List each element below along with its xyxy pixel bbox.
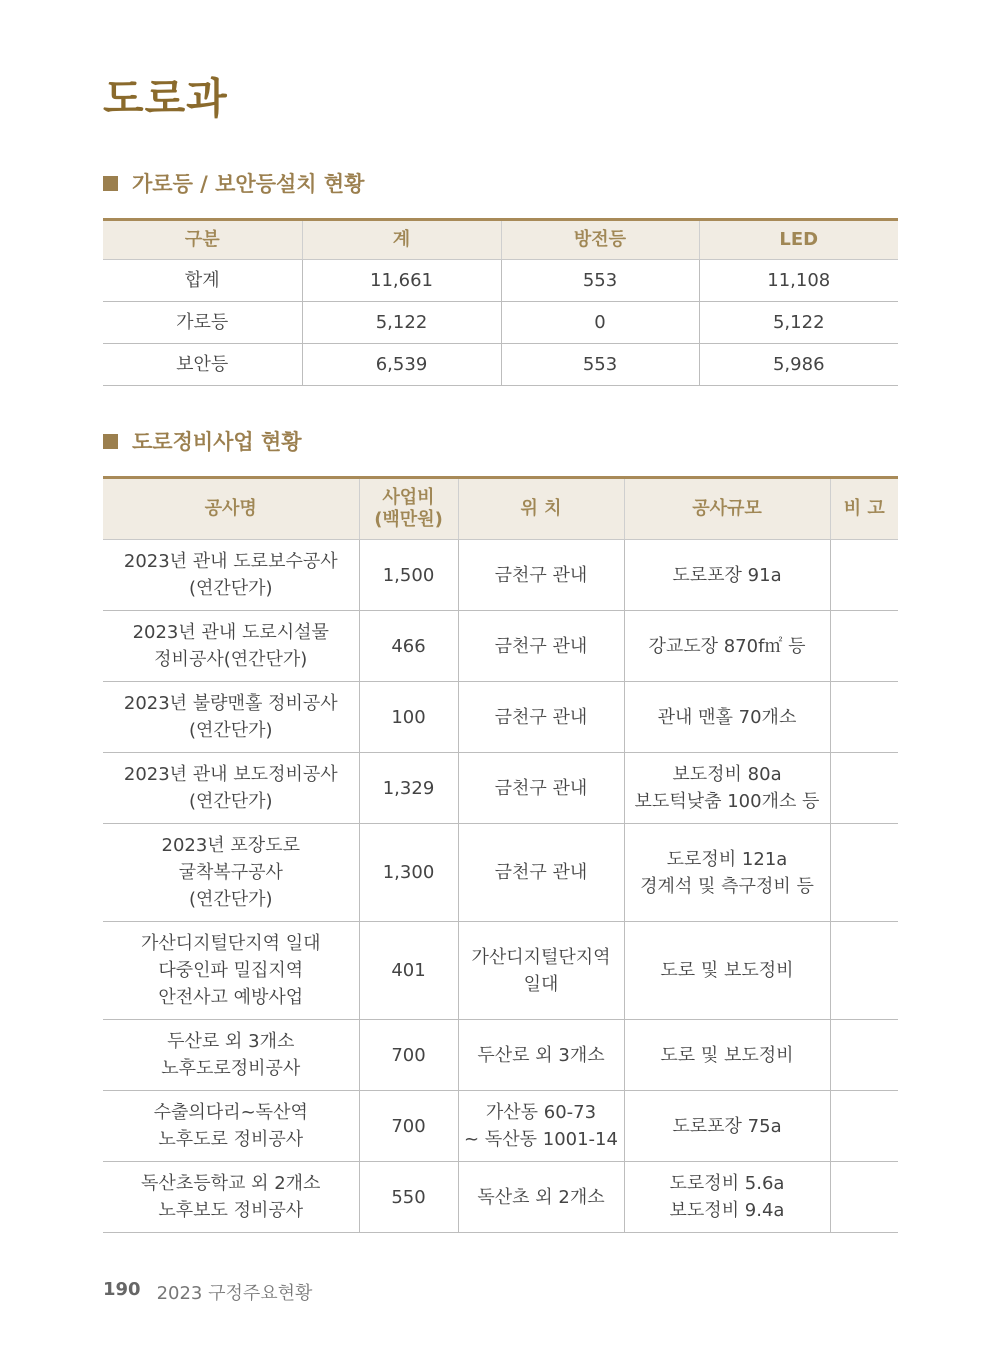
cell-total: 6,539 [302,344,501,386]
cell-total: 5,122 [302,302,501,344]
cell-scale-line: 보도정비 9.4a [669,1200,785,1221]
page-footer [103,1279,312,1305]
cell-location [458,611,624,682]
cell-location-line: 일대 [523,973,559,995]
cell-location-line: 가산동 60-73 [485,1102,597,1123]
cell-note [830,824,898,922]
cell-note [830,922,898,1020]
col-header-scale: 공사규모 [624,478,830,540]
cell-project-name-line: 노후도로 정비공사 [158,1129,304,1150]
cell-scale-line: 도로 및 보도정비 [660,960,794,981]
section-title-text: 가로등 / 보안등설치 현황 [132,172,365,196]
cell-total: 11,661 [302,260,501,302]
cell-project-name-line: 안전사고 예방사업 [158,987,304,1008]
cell-location [458,1162,624,1233]
cell-location-line: ~ 독산동 1001-14 [464,1129,618,1150]
cell-project-name-line: 다중인파 밀집지역 [158,960,304,981]
cell-location-line: 금천구 관내 [494,706,588,728]
cell-scale-line: 도로정비 5.6a [669,1173,785,1194]
cell-project-name-line: 노후보도 정비공사 [158,1200,304,1221]
cell-project-name [103,824,359,922]
cell-project-name-line: 굴착복구공사 [178,862,283,883]
cell-project-name [103,682,359,753]
table-row [103,260,898,302]
square-bullet-icon [103,176,118,191]
table-header-row [103,220,898,260]
cell-scale-line: 관내 맨홀 70개소 [657,706,797,728]
cell-project-name-line: (연간단가) [188,720,273,741]
cell-project-name-line: 2023년 관내 도로보수공사 [123,551,338,572]
cell-project-name-line: 독산초등학교 외 2개소 [141,1173,321,1194]
table-header-row [103,478,898,540]
cell-project-name-line: 2023년 포장도로 [161,835,300,856]
square-bullet-icon [103,434,118,449]
cost-header-line2: (백만원) [374,509,443,530]
publication-title: 2023 구정주요현황 [156,1283,313,1304]
cell-cost: 1,500 [359,540,458,611]
table-row [103,344,898,386]
cell-project-name [103,540,359,611]
cell-location [458,540,624,611]
cell-project-name [103,1091,359,1162]
cell-project-name [103,922,359,1020]
cell-project-name-line: (연간단가) [188,889,273,910]
cell-cost: 700 [359,1091,458,1162]
cell-led: 11,108 [699,260,898,302]
cell-led: 5,986 [699,344,898,386]
cell-cost: 550 [359,1162,458,1233]
cell-led: 5,122 [699,302,898,344]
cell-project-name-line: 두산로 외 3개소 [167,1031,295,1052]
table-row [103,611,898,682]
cell-project-name-line: 2023년 불량맨홀 정비공사 [123,693,338,714]
cell-scale-line: 경계석 및 측구정비 등 [640,875,814,897]
cell-cost: 401 [359,922,458,1020]
cell-note [830,611,898,682]
page-title: 도로과 [103,74,228,123]
cell-scale [624,540,830,611]
cell-scale-line: 보도정비 80a [672,764,782,785]
cell-location-line: 가산디지털단지역 [471,946,611,968]
cell-project-name [103,1162,359,1233]
cell-location-line: 두산로 외 3개소 [477,1044,605,1066]
cell-project-name-line: (연간단가) [188,791,273,812]
cell-scale [624,1091,830,1162]
cell-cost: 100 [359,682,458,753]
table-row [103,1162,898,1233]
cell-note [830,1162,898,1233]
cell-category: 보안등 [103,344,302,386]
cell-scale-line: 도로포장 75a [672,1115,782,1137]
table-row [103,682,898,753]
cell-scale [624,1162,830,1233]
cell-note [830,540,898,611]
page-number: 190 [103,1279,141,1300]
cell-location-line: 금천구 관내 [494,635,588,657]
section-title-streetlights [103,168,364,198]
cell-scale [624,922,830,1020]
cell-note [830,753,898,824]
col-header-discharge-lamp: 방전등 [501,220,699,260]
cell-location [458,922,624,1020]
section-title-road-maintenance [103,426,302,456]
cell-location [458,753,624,824]
cell-project-name-line: 정비공사(연간단가) [154,649,308,670]
cell-note [830,1020,898,1091]
col-header-led: LED [699,220,898,260]
col-header-category: 구분 [103,220,302,260]
cell-discharge: 0 [501,302,699,344]
cell-scale [624,824,830,922]
table-row [103,824,898,922]
cell-location-line: 금천구 관내 [494,777,588,799]
cost-header-line1: 사업비 [382,487,435,509]
cell-scale [624,611,830,682]
cell-project-name [103,753,359,824]
cell-project-name-line: 가산디지털단지역 일대 [140,933,321,954]
cell-scale [624,682,830,753]
col-header-total: 계 [302,220,501,260]
cell-project-name-line: (연간단가) [188,578,273,599]
cell-location-line: 금천구 관내 [494,564,588,586]
cell-scale [624,1020,830,1091]
cell-location [458,1091,624,1162]
cell-project-name [103,611,359,682]
cell-category: 가로등 [103,302,302,344]
cell-location-line: 금천구 관내 [494,862,588,883]
cell-cost: 1,329 [359,753,458,824]
cell-location [458,682,624,753]
table-row [103,922,898,1020]
cell-scale [624,753,830,824]
cell-scale-line: 보도턱낮춤 100개소 등 [634,791,820,812]
cell-project-name [103,1020,359,1091]
col-header-cost [359,478,458,540]
table-row [103,1091,898,1162]
cell-scale-line: 강교도장 870f㎡ 등 [648,635,806,657]
table-row [103,1020,898,1091]
table-row [103,753,898,824]
table-row [103,540,898,611]
cell-project-name-line: 2023년 관내 도로시설물 [132,622,329,643]
cell-project-name-line: 수출의다리~독산역 [153,1102,308,1123]
cell-location-line: 독산초 외 2개소 [477,1186,605,1208]
col-header-project-name: 공사명 [103,478,359,540]
cell-note [830,682,898,753]
cell-cost: 466 [359,611,458,682]
road-maintenance-table [103,476,898,1233]
table-row [103,302,898,344]
cell-project-name-line: 2023년 관내 보도정비공사 [123,764,338,785]
cell-cost: 700 [359,1020,458,1091]
cell-project-name-line: 노후도로정비공사 [161,1058,301,1079]
section-title-text: 도로정비사업 현황 [132,430,302,454]
col-header-note: 비 고 [830,478,898,540]
cell-note [830,1091,898,1162]
cell-location [458,824,624,922]
streetlight-table [103,218,898,386]
cell-discharge: 553 [501,344,699,386]
cell-scale-line: 도로정비 121a [666,848,788,870]
cell-location [458,1020,624,1091]
cell-scale-line: 도로 및 보도정비 [660,1044,794,1066]
col-header-location: 위 치 [458,478,624,540]
cell-scale-line: 도로포장 91a [672,564,782,586]
cell-discharge: 553 [501,260,699,302]
cell-category: 합계 [103,260,302,302]
cell-cost: 1,300 [359,824,458,922]
